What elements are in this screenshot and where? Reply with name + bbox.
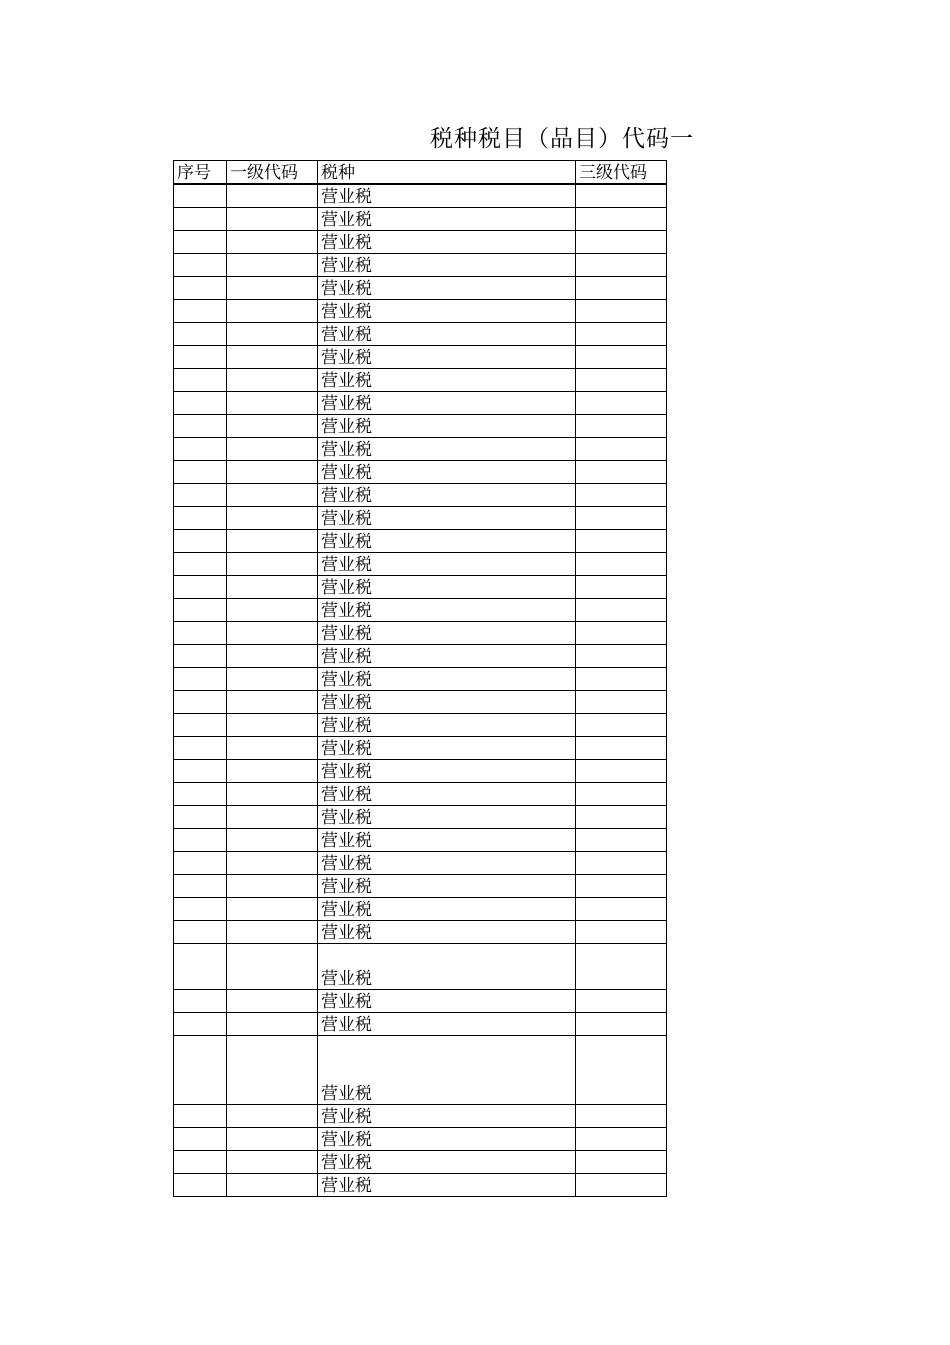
cell-tax-type: 营业税 bbox=[318, 852, 576, 875]
cell-seq bbox=[174, 645, 227, 668]
cell-tax-type: 营业税 bbox=[318, 1174, 576, 1197]
table-row bbox=[174, 184, 667, 208]
cell-level3-code bbox=[576, 208, 667, 231]
cell-tax-type: 营业税 bbox=[318, 691, 576, 714]
cell-level3-code bbox=[576, 852, 667, 875]
cell-level1-code bbox=[227, 254, 318, 277]
cell-level1-code bbox=[227, 806, 318, 829]
cell-level1-code bbox=[227, 277, 318, 300]
cell-level1-code bbox=[227, 1151, 318, 1174]
cell-seq bbox=[174, 184, 227, 208]
cell-tax-type: 营业税 bbox=[318, 1013, 576, 1036]
cell-seq bbox=[174, 783, 227, 806]
cell-tax-type: 营业税 bbox=[318, 254, 576, 277]
cell-seq bbox=[174, 829, 227, 852]
cell-level1-code bbox=[227, 714, 318, 737]
cell-level3-code bbox=[576, 484, 667, 507]
cell-level1-code bbox=[227, 622, 318, 645]
cell-tax-type: 营业税 bbox=[318, 668, 576, 691]
cell-seq bbox=[174, 369, 227, 392]
cell-level3-code bbox=[576, 323, 667, 346]
cell-level3-code bbox=[576, 668, 667, 691]
cell-tax-type: 营业税 bbox=[318, 921, 576, 944]
table-row bbox=[174, 553, 667, 576]
header-level1-code: 一级代码 bbox=[227, 161, 318, 185]
cell-level3-code bbox=[576, 783, 667, 806]
table-row bbox=[174, 231, 667, 254]
cell-level3-code bbox=[576, 990, 667, 1013]
cell-level1-code bbox=[227, 576, 318, 599]
cell-seq bbox=[174, 599, 227, 622]
cell-level1-code bbox=[227, 737, 318, 760]
table-row bbox=[174, 576, 667, 599]
cell-seq bbox=[174, 346, 227, 369]
table-row bbox=[174, 277, 667, 300]
cell-tax-type: 营业税 bbox=[318, 392, 576, 415]
cell-seq bbox=[174, 1013, 227, 1036]
cell-seq bbox=[174, 461, 227, 484]
table-row bbox=[174, 599, 667, 622]
cell-level3-code bbox=[576, 231, 667, 254]
cell-tax-type: 营业税 bbox=[318, 806, 576, 829]
cell-tax-type: 营业税 bbox=[318, 645, 576, 668]
cell-tax-type: 营业税 bbox=[318, 300, 576, 323]
page-title: 税种税目（品目）代码一 bbox=[430, 126, 694, 152]
cell-tax-type: 营业税 bbox=[318, 829, 576, 852]
cell-level3-code bbox=[576, 461, 667, 484]
cell-tax-type: 营业税 bbox=[318, 737, 576, 760]
table-body bbox=[174, 184, 667, 1197]
cell-level1-code bbox=[227, 760, 318, 783]
cell-level3-code bbox=[576, 944, 667, 990]
table-row bbox=[174, 898, 667, 921]
cell-seq bbox=[174, 254, 227, 277]
table-row bbox=[174, 1013, 667, 1036]
cell-tax-type: 营业税 bbox=[318, 783, 576, 806]
table-row bbox=[174, 1105, 667, 1128]
cell-level3-code bbox=[576, 415, 667, 438]
cell-level1-code bbox=[227, 553, 318, 576]
cell-seq bbox=[174, 208, 227, 231]
cell-seq bbox=[174, 944, 227, 990]
table-row bbox=[174, 737, 667, 760]
cell-level3-code bbox=[576, 184, 667, 208]
header-tax-type: 税种 bbox=[318, 161, 576, 185]
cell-seq bbox=[174, 300, 227, 323]
cell-seq bbox=[174, 875, 227, 898]
cell-level3-code bbox=[576, 921, 667, 944]
cell-level1-code bbox=[227, 875, 318, 898]
cell-seq bbox=[174, 530, 227, 553]
cell-seq bbox=[174, 852, 227, 875]
cell-tax-type: 营业税 bbox=[318, 760, 576, 783]
cell-seq bbox=[174, 415, 227, 438]
cell-seq bbox=[174, 1036, 227, 1105]
cell-seq bbox=[174, 1151, 227, 1174]
cell-level3-code bbox=[576, 714, 667, 737]
cell-level1-code bbox=[227, 668, 318, 691]
cell-level3-code bbox=[576, 277, 667, 300]
cell-level3-code bbox=[576, 1105, 667, 1128]
cell-tax-type: 营业税 bbox=[318, 553, 576, 576]
table-row bbox=[174, 484, 667, 507]
cell-level1-code bbox=[227, 507, 318, 530]
cell-tax-type: 营业税 bbox=[318, 599, 576, 622]
cell-level3-code bbox=[576, 599, 667, 622]
cell-tax-type: 营业税 bbox=[318, 1105, 576, 1128]
cell-level3-code bbox=[576, 1036, 667, 1105]
tax-code-table bbox=[173, 160, 667, 1197]
cell-level1-code bbox=[227, 898, 318, 921]
table-row bbox=[174, 760, 667, 783]
cell-tax-type: 营业税 bbox=[318, 484, 576, 507]
cell-level3-code bbox=[576, 346, 667, 369]
cell-tax-type: 营业税 bbox=[318, 369, 576, 392]
cell-tax-type: 营业税 bbox=[318, 944, 576, 990]
cell-level1-code bbox=[227, 691, 318, 714]
cell-seq bbox=[174, 323, 227, 346]
table-row bbox=[174, 829, 667, 852]
table-row bbox=[174, 530, 667, 553]
cell-seq bbox=[174, 1128, 227, 1151]
table-row bbox=[174, 990, 667, 1013]
table-row bbox=[174, 438, 667, 461]
cell-seq bbox=[174, 668, 227, 691]
table-row bbox=[174, 507, 667, 530]
cell-level1-code bbox=[227, 1013, 318, 1036]
table-row bbox=[174, 1151, 667, 1174]
cell-level1-code bbox=[227, 461, 318, 484]
table-row bbox=[174, 346, 667, 369]
cell-level3-code bbox=[576, 1128, 667, 1151]
cell-tax-type: 营业税 bbox=[318, 576, 576, 599]
cell-seq bbox=[174, 277, 227, 300]
cell-level3-code bbox=[576, 507, 667, 530]
cell-level3-code bbox=[576, 254, 667, 277]
table-row bbox=[174, 714, 667, 737]
cell-seq bbox=[174, 438, 227, 461]
cell-level3-code bbox=[576, 553, 667, 576]
table-row bbox=[174, 944, 667, 990]
cell-level1-code bbox=[227, 300, 318, 323]
cell-tax-type: 营业税 bbox=[318, 184, 576, 208]
table-header-row bbox=[174, 161, 667, 185]
cell-level3-code bbox=[576, 1013, 667, 1036]
table-row bbox=[174, 1174, 667, 1197]
cell-tax-type: 营业税 bbox=[318, 323, 576, 346]
header-seq: 序号 bbox=[174, 161, 227, 185]
cell-seq bbox=[174, 806, 227, 829]
cell-level1-code bbox=[227, 346, 318, 369]
cell-seq bbox=[174, 691, 227, 714]
cell-tax-type: 营业税 bbox=[318, 1036, 576, 1105]
cell-level3-code bbox=[576, 576, 667, 599]
cell-level3-code bbox=[576, 1151, 667, 1174]
cell-level3-code bbox=[576, 737, 667, 760]
cell-level1-code bbox=[227, 1036, 318, 1105]
cell-tax-type: 营业税 bbox=[318, 438, 576, 461]
cell-tax-type: 营业税 bbox=[318, 714, 576, 737]
cell-level1-code bbox=[227, 990, 318, 1013]
cell-seq bbox=[174, 507, 227, 530]
cell-seq bbox=[174, 1174, 227, 1197]
cell-level1-code bbox=[227, 829, 318, 852]
cell-seq bbox=[174, 990, 227, 1013]
cell-seq bbox=[174, 484, 227, 507]
cell-level3-code bbox=[576, 530, 667, 553]
table-row bbox=[174, 852, 667, 875]
table-row bbox=[174, 1128, 667, 1151]
cell-level1-code bbox=[227, 184, 318, 208]
table-row bbox=[174, 622, 667, 645]
cell-level3-code bbox=[576, 369, 667, 392]
table-row bbox=[174, 875, 667, 898]
cell-seq bbox=[174, 760, 227, 783]
cell-tax-type: 营业税 bbox=[318, 1151, 576, 1174]
cell-tax-type: 营业税 bbox=[318, 208, 576, 231]
cell-tax-type: 营业税 bbox=[318, 507, 576, 530]
table-row bbox=[174, 323, 667, 346]
cell-tax-type: 营业税 bbox=[318, 530, 576, 553]
cell-tax-type: 营业税 bbox=[318, 231, 576, 254]
cell-level3-code bbox=[576, 392, 667, 415]
cell-tax-type: 营业税 bbox=[318, 277, 576, 300]
cell-tax-type: 营业税 bbox=[318, 875, 576, 898]
cell-level3-code bbox=[576, 300, 667, 323]
cell-level1-code bbox=[227, 484, 318, 507]
cell-level1-code bbox=[227, 783, 318, 806]
cell-seq bbox=[174, 231, 227, 254]
cell-tax-type: 营业税 bbox=[318, 990, 576, 1013]
table-row bbox=[174, 254, 667, 277]
cell-tax-type: 营业税 bbox=[318, 346, 576, 369]
cell-level1-code bbox=[227, 415, 318, 438]
cell-seq bbox=[174, 622, 227, 645]
table-row bbox=[174, 645, 667, 668]
cell-level3-code bbox=[576, 806, 667, 829]
cell-seq bbox=[174, 714, 227, 737]
header-level3-code: 三级代码 bbox=[576, 161, 667, 185]
cell-level1-code bbox=[227, 1105, 318, 1128]
table-row bbox=[174, 415, 667, 438]
cell-seq bbox=[174, 392, 227, 415]
table-row bbox=[174, 668, 667, 691]
cell-tax-type: 营业税 bbox=[318, 461, 576, 484]
cell-level1-code bbox=[227, 1174, 318, 1197]
cell-tax-type: 营业税 bbox=[318, 1128, 576, 1151]
cell-level3-code bbox=[576, 875, 667, 898]
cell-seq bbox=[174, 576, 227, 599]
table-row bbox=[174, 369, 667, 392]
cell-seq bbox=[174, 737, 227, 760]
cell-seq bbox=[174, 553, 227, 576]
cell-seq bbox=[174, 898, 227, 921]
table-row bbox=[174, 300, 667, 323]
cell-level3-code bbox=[576, 645, 667, 668]
table-row bbox=[174, 1036, 667, 1105]
table-row bbox=[174, 461, 667, 484]
cell-level1-code bbox=[227, 645, 318, 668]
cell-seq bbox=[174, 921, 227, 944]
cell-seq bbox=[174, 1105, 227, 1128]
cell-tax-type: 营业税 bbox=[318, 898, 576, 921]
cell-level3-code bbox=[576, 691, 667, 714]
cell-level1-code bbox=[227, 438, 318, 461]
table-row bbox=[174, 392, 667, 415]
cell-level3-code bbox=[576, 1174, 667, 1197]
cell-level3-code bbox=[576, 622, 667, 645]
cell-level3-code bbox=[576, 438, 667, 461]
cell-level1-code bbox=[227, 599, 318, 622]
cell-tax-type: 营业税 bbox=[318, 415, 576, 438]
table-row bbox=[174, 806, 667, 829]
cell-level3-code bbox=[576, 898, 667, 921]
cell-level1-code bbox=[227, 231, 318, 254]
cell-level1-code bbox=[227, 323, 318, 346]
cell-level1-code bbox=[227, 369, 318, 392]
table-row bbox=[174, 921, 667, 944]
cell-level1-code bbox=[227, 921, 318, 944]
cell-tax-type: 营业税 bbox=[318, 622, 576, 645]
table-row bbox=[174, 208, 667, 231]
cell-level1-code bbox=[227, 852, 318, 875]
table-row bbox=[174, 691, 667, 714]
cell-level1-code bbox=[227, 208, 318, 231]
cell-level3-code bbox=[576, 760, 667, 783]
cell-level3-code bbox=[576, 829, 667, 852]
cell-level1-code bbox=[227, 1128, 318, 1151]
cell-level1-code bbox=[227, 392, 318, 415]
table-row bbox=[174, 783, 667, 806]
cell-level1-code bbox=[227, 530, 318, 553]
cell-level1-code bbox=[227, 944, 318, 990]
